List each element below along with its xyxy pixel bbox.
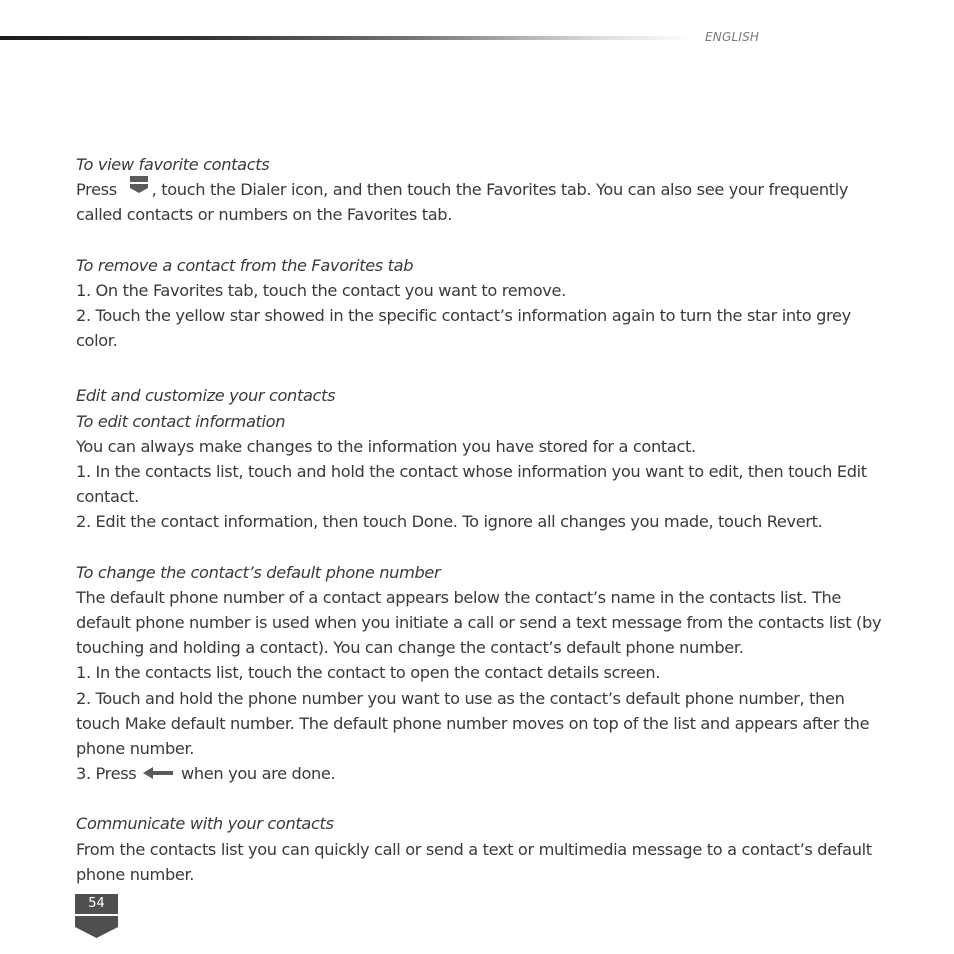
page-arrow-icon: [75, 916, 118, 938]
step3-done-text: when you are done.: [181, 764, 336, 784]
header-rule: [0, 36, 692, 40]
step3-press-text: 3. Press: [76, 764, 137, 784]
view-favorites-text: , touch the Dialer icon, and then touch the Favorites tab. You can also see your frequently called contacts or numbers on the Favorites tab.: [76, 180, 849, 225]
heading-view-favorites: To view favorite contacts: [76, 155, 270, 174]
communicate-text: From the contacts list you can quickly call or send a text or multimedia message to a contact’s default phone number.: [76, 839, 872, 884]
edit-intro: You can always make changes to the information you have stored for a contact.: [76, 436, 696, 456]
heading-remove-favorite: To remove a contact from the Favorites tab: [76, 255, 414, 275]
language-label: ENGLISH: [705, 30, 760, 44]
paragraph-view-favorites: [76, 177, 884, 227]
edit-step-1: 1. In the contacts list, touch and hold the contact whose information you want to edit, then touch Edit contact.: [76, 462, 867, 507]
heading-edit-contact: To edit contact information: [76, 411, 286, 431]
back-arrow-icon: [143, 761, 173, 786]
default-number-intro: The default phone number of a contact appears below the contact’s name in the contacts list. The default phone number is used when you initiate a call or send a text message from the contacts list (by touching and holding a contact). You can change the contact’s default phone number.: [76, 587, 882, 658]
heading-default-number: To change the contact’s default phone number: [76, 562, 441, 582]
default-step-1: 1. In the contacts list, touch the contact to open the contact details screen.: [76, 663, 661, 683]
section-title-communicate: Communicate with your contacts: [76, 814, 334, 834]
press-text: Press: [76, 180, 117, 200]
menu-key-icon: [129, 176, 149, 201]
section-title-edit: Edit and customize your contacts: [76, 386, 336, 406]
edit-step-2: 2. Edit the contact information, then touch Done. To ignore all changes you made, touch Revert.: [76, 512, 823, 532]
manual-content: [76, 152, 884, 887]
remove-step-1: 1. On the Favorites tab, touch the contact you want to remove.: [76, 280, 566, 300]
default-step-3: [76, 761, 884, 786]
remove-step-2: 2. Touch the yellow star showed in the specific contact’s information again to turn the star into grey color.: [76, 306, 851, 351]
back-arrow-icon-graphic: [143, 767, 173, 779]
page-number: 54: [75, 894, 118, 914]
menu-key-icon-graphic: [129, 176, 149, 194]
default-step-2: 2. Touch and hold the phone number you want to use as the contact’s default phone number, then touch Make default number. The default phone number moves on top of the list and appears after the phone number.: [76, 688, 870, 759]
